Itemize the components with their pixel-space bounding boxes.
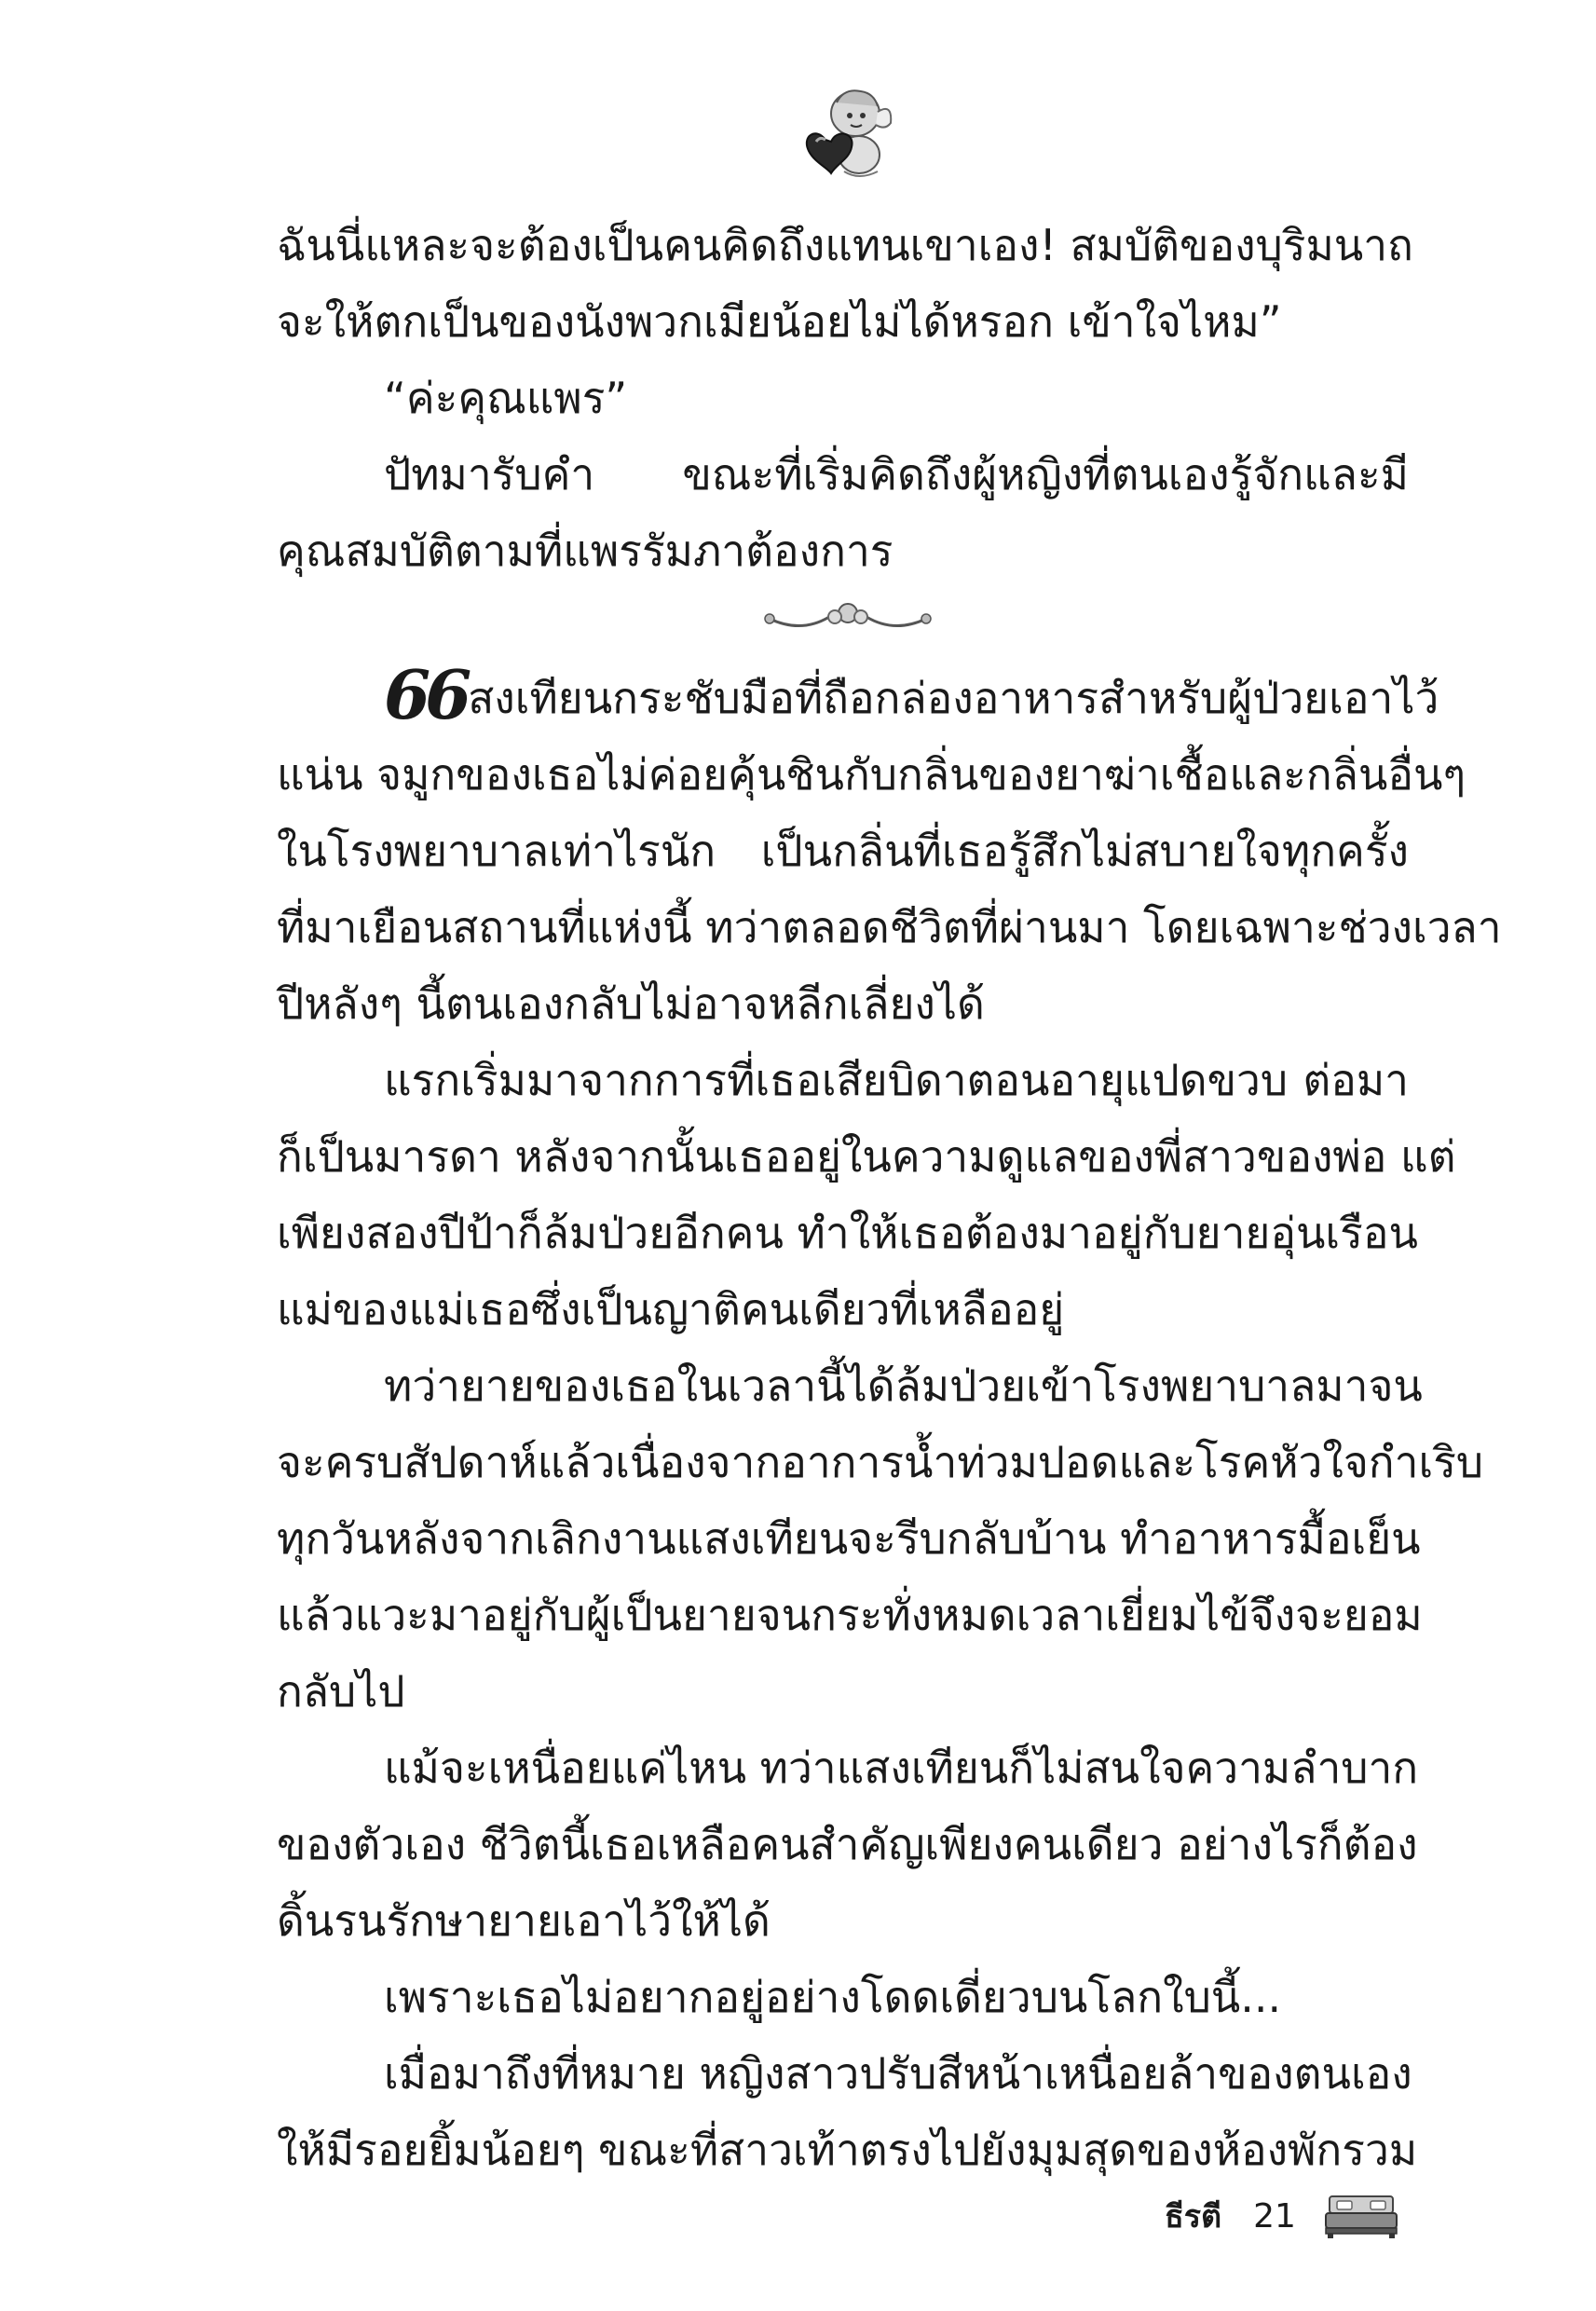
text-line: ให้มีรอยยิ้มน้อยๆ ขณะที่สาวเท้าตรงไปยังมุมสุดของห้องพักรวม (277, 2125, 1418, 2175)
paragraph-block-1 (277, 207, 1413, 589)
text-line (277, 655, 1439, 736)
text-line: ทุกวันหลังจากเลิกงานแสงเทียนจะรีบกลับบ้าน ทำอาหารมื้อเย็น (277, 1513, 1421, 1564)
text-line-content: สงเทียนกระชับมือที่ถือกล่องอาหารสำหรับผู้ป่วยเอาไว้ (468, 673, 1439, 723)
text-line: ฉันนี่แหละจะต้องเป็นคนคิดถึงแทนเขาเอง! สมบัติของบุริมนาถ (277, 220, 1413, 270)
text-line: ปัทมารับคำ ขณะที่เริ่มคิดถึงผู้หญิงที่ตนเองรู้จักและมี (384, 449, 1409, 499)
text-line: “ค่ะคุณแพร” (384, 373, 628, 423)
cupid-holding-heart-icon (788, 75, 900, 186)
text-line: แน่น จมูกของเธอไม่ค่อยคุ้นชินกับกลิ่นของยาฆ่าเชื้อและกลิ่นอื่นๆ (277, 749, 1466, 800)
text-line: เพียงสองปีป้าก็ล้มป่วยอีกคน ทำให้เธอต้องมาอยู่กับยายอุ่นเรือน (277, 1208, 1418, 1258)
text-line: ก็เป็นมารดา หลังจากนั้นเธออยู่ในความดูแลของพี่สาวของพ่อ แต่ (277, 1131, 1456, 1182)
text-line: แม้จะเหนื่อยแค่ไหน ทว่าแสงเทียนก็ไม่สนใจความลำบาก (384, 1743, 1419, 1793)
page-footer (1165, 2188, 1398, 2244)
text-line: กลับไป (277, 1666, 405, 1716)
bed-icon (1324, 2193, 1398, 2239)
text-line: ที่มาเยือนสถานที่แห่งนี้ ทว่าตลอดชีวิตที่ผ่านมา โดยเฉพาะช่วงเวลา (277, 902, 1502, 952)
text-line: แม่ของแม่เธอซึ่งเป็นญาติคนเดียวที่เหลืออยู่ (277, 1284, 1065, 1334)
text-line: จะครบสัปดาห์แล้วเนื่องจากอาการน้ำท่วมปอดและโรคหัวใจกำเริบ (277, 1437, 1484, 1487)
text-line: ในโรงพยาบาลเท่าไรนัก เป็นกลิ่นที่เธอรู้สึกไม่สบายใจทุกครั้ง (277, 826, 1409, 876)
floral-divider-icon (764, 596, 932, 637)
text-line: จะให้ตกเป็นของนังพวกเมียน้อยไม่ได้หรอก เข้าใจไหม” (277, 296, 1282, 347)
text-line: เพราะเธอไม่อยากอยู่อย่างโดดเดี่ยวบนโลกใบนี้... (384, 1972, 1282, 2022)
author-name: ธีรตี (1165, 2198, 1222, 2236)
page-number: 21 (1253, 2196, 1296, 2236)
drop-quote-mark: 66 (384, 655, 467, 734)
text-line: แรกเริ่มมาจากการที่เธอเสียบิดาตอนอายุแปดขวบ ต่อมา (384, 1055, 1409, 1105)
text-line: เมื่อมาถึงที่หมาย หญิงสาวปรับสีหน้าเหนื่อยล้าของตนเอง (384, 2048, 1412, 2099)
text-line: ดิ้นรนรักษายายเอาไว้ให้ได้ (277, 1895, 771, 1946)
text-line: คุณสมบัติตามที่แพรรัมภาต้องการ (277, 526, 893, 576)
text-line: ทว่ายายของเธอในเวลานี้ได้ล้มป่วยเข้าโรงพยาบาลมาจน (384, 1361, 1423, 1411)
text-line: ปีหลังๆ นี้ตนเองกลับไม่อาจหลีกเลี่ยงได้ (277, 978, 985, 1029)
text-line: แล้วแวะมาอยู่กับผู้เป็นยายจนกระทั่งหมดเวลาเยี่ยมไข้จึงจะยอม (277, 1590, 1423, 1640)
paragraph-block-2 (277, 655, 1502, 2188)
text-line: ของตัวเอง ชีวิตนี้เธอเหลือคนสำคัญเพียงคนเดียว อย่างไรก็ต้อง (277, 1819, 1418, 1869)
